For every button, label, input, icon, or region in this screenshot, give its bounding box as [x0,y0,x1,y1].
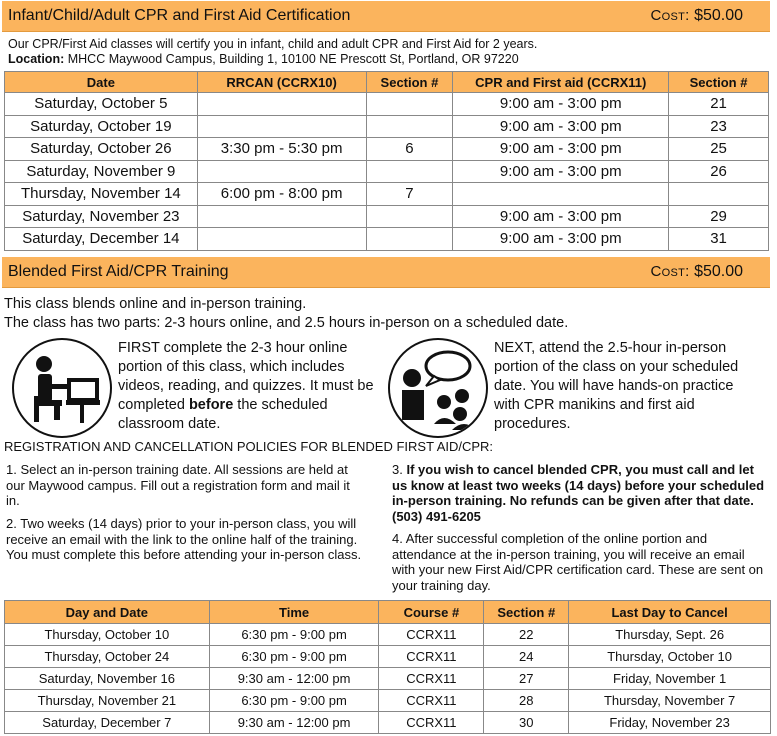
table-cell [453,183,669,206]
table-cell: Thursday, October 10 [5,624,210,646]
column-header: Course # [379,601,484,624]
table-cell: 9:00 am - 3:00 pm [453,205,669,228]
table-cell: 24 [484,646,569,668]
location-line [8,52,537,67]
cost [650,7,743,25]
table-cell: CCRX11 [379,712,484,734]
table-cell [366,228,453,251]
table-cell [197,93,366,116]
blended-schedule-table [4,600,771,734]
table-cell: Saturday, November 23 [5,205,198,228]
table-cell: 9:30 am - 12:00 pm [209,712,379,734]
location-value: MHCC Maywood Campus, Building 1, 10100 NE Prescott St, Portland, OR 97220 [67,52,519,66]
computer-user-icon [12,338,112,438]
next-step-text: NEXT, attend the 2.5-hour in-person portion of the class on your scheduled date. You will have hands-on practice with CPR manikins and first aid procedures. [494,340,739,432]
table-cell: 6:30 pm - 9:00 pm [209,624,379,646]
intro-line-2: The class has two parts: 2-3 hours online, and 2.5 hours in-person on a scheduled date. [4,315,569,331]
column-header: CPR and First aid (CCRX11) [453,72,669,93]
table-cell: Saturday, November 9 [5,160,198,183]
table-cell: 3:30 pm - 5:30 pm [197,138,366,161]
table-cell: 27 [484,668,569,690]
table-cell: Saturday, November 16 [5,668,210,690]
table-cell: Thursday, October 24 [5,646,210,668]
table-cell: 6 [366,138,453,161]
table-cell [197,160,366,183]
table-cell: 22 [484,624,569,646]
table-cell [366,115,453,138]
table-cell: 9:00 am - 3:00 pm [453,93,669,116]
table-cell: Thursday, November 21 [5,690,210,712]
table-cell [197,115,366,138]
table-cell: 30 [484,712,569,734]
table-cell: Friday, November 1 [569,668,771,690]
column-header: Section # [484,601,569,624]
table-cell: 9:30 am - 12:00 pm [209,668,379,690]
cost-label: Cost: [650,7,690,24]
location-label: Location: [8,52,65,66]
table-cell: Thursday, Sept. 26 [569,624,771,646]
section-title: Blended First Aid/CPR Training [8,263,229,280]
cost [650,263,743,281]
column-header: RRCAN (CCRX10) [197,72,366,93]
table-cell: Saturday, October 26 [5,138,198,161]
intro [8,37,537,67]
table-cell: 29 [669,205,769,228]
column-header: Section # [366,72,453,93]
policy-item-2: 2. Two weeks (14 days) prior to your in-person class, you will receive an email with the link to the online half of the training. You must complete this before attending your in-person class. [6,516,362,562]
table-cell: 7 [366,183,453,206]
table-cell: CCRX11 [379,646,484,668]
blended-intro [4,295,568,333]
table-cell: Thursday, October 10 [569,646,771,668]
table-cell: 31 [669,228,769,251]
policy-item-1: 1. Select an in-person training date. All sessions are held at our Maywood campus. Fill out a registration form and mail it in. [6,462,350,508]
table-cell: Friday, November 23 [569,712,771,734]
table-row [5,160,769,183]
table-cell: 21 [669,93,769,116]
table-cell: CCRX11 [379,690,484,712]
column-header: Time [209,601,379,624]
table-row [5,205,769,228]
table-row [5,712,771,734]
table-row [5,183,769,206]
table-header-row [5,601,771,624]
cpr-certification-header [2,1,770,32]
table-cell: Thursday, November 14 [5,183,198,206]
table-row [5,138,769,161]
table-cell: 6:30 pm - 9:00 pm [209,690,379,712]
policy-item-4: 4. After successful completion of the online portion and attendance at the in-person training, you will receive an email with your new First Aid/CPR certification card. These are sent on your training day. [392,531,764,593]
section-title: Infant/Child/Adult CPR and First Aid Certification [8,7,351,24]
table-cell: Saturday, October 5 [5,93,198,116]
table-cell: 23 [669,115,769,138]
table-cell [366,93,453,116]
table-row [5,668,771,690]
certification-schedule-table [4,71,769,251]
cost-value: $50.00 [694,263,743,280]
table-row [5,228,769,251]
column-header: Day and Date [5,601,210,624]
policies-heading: REGISTRATION AND CANCELLATION POLICIES FOR BLENDED FIRST AID/CPR: [4,439,494,454]
table-cell: 26 [669,160,769,183]
table-row [5,93,769,116]
table-header-row [5,72,769,93]
first-step-text: FIRST complete the 2-3 hour online portion of this class, which includes videos, reading, and quizzes. It must be completed before the scheduled classroom date. [118,340,374,432]
table-row [5,624,771,646]
table-cell [366,205,453,228]
policy-item-3: 3. If you wish to cancel blended CPR, you must call and let us know at least two weeks (14 days) before your scheduled in-person training. No refunds can be given after that date. (503) 491-6205 [392,462,765,524]
table-cell: Saturday, December 7 [5,712,210,734]
column-header: Date [5,72,198,93]
table-cell: Saturday, December 14 [5,228,198,251]
blended-training-header [2,257,770,288]
classroom-icon [388,338,488,438]
column-header: Section # [669,72,769,93]
table-cell: 9:00 am - 3:00 pm [453,160,669,183]
table-cell [366,160,453,183]
table-cell: CCRX11 [379,624,484,646]
intro-line-1: This class blends online and in-person training. [4,296,307,312]
table-cell: 28 [484,690,569,712]
table-row [5,646,771,668]
table-cell: 6:30 pm - 9:00 pm [209,646,379,668]
table-cell: 6:00 pm - 8:00 pm [197,183,366,206]
table-cell: CCRX11 [379,668,484,690]
cost-label: Cost: [650,263,690,280]
table-cell: 25 [669,138,769,161]
table-cell: Thursday, November 7 [569,690,771,712]
table-cell [197,205,366,228]
intro-line: Our CPR/First Aid classes will certify you in infant, child and adult CPR and First Aid for 2 years. [8,37,538,51]
table-row [5,115,769,138]
column-header: Last Day to Cancel [569,601,771,624]
table-cell: 9:00 am - 3:00 pm [453,115,669,138]
cost-value: $50.00 [694,7,743,24]
table-cell: 9:00 am - 3:00 pm [453,228,669,251]
table-cell: Saturday, October 19 [5,115,198,138]
table-cell [197,228,366,251]
table-row [5,690,771,712]
table-cell [669,183,769,206]
table-cell: 9:00 am - 3:00 pm [453,138,669,161]
